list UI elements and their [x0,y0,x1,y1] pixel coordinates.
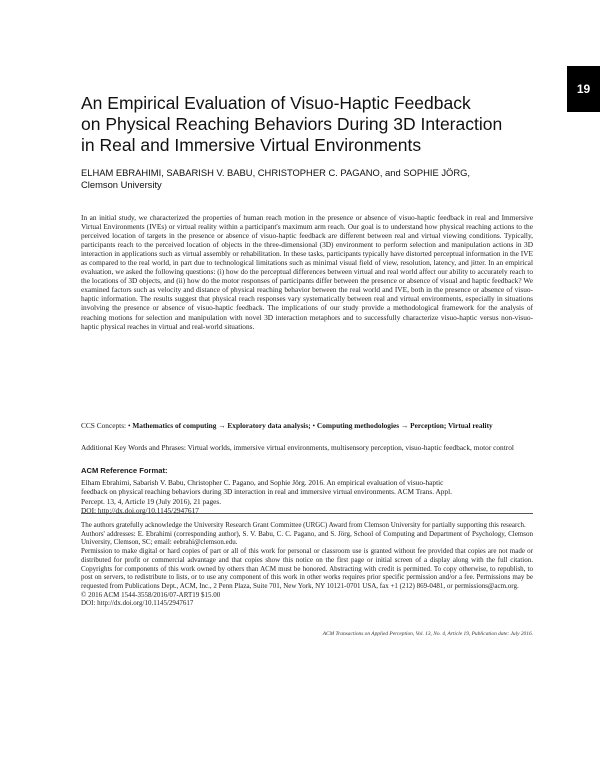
ccs-concept-math: Mathematics of computing → Exploratory data analysis; [132,421,311,430]
reference-heading: ACM Reference Format: [81,466,168,475]
ccs-bullet: • [312,421,316,430]
abstract: In an initial study, we characterized the properties of human reach motion in the presence or absence of visuo-haptic feedback in real and Immersive Virtual Environments (IVEs) or virtual reality within a participant's maximum arm reach. Our goal is to understand how physical reaching actions to the perceived location of targets in the presence or absence of visuo-haptic feedback are different between real and virtual viewing conditions. Typically, participants reach to the perceived location of objects in the three-dimensional (3D) environment to perform selection and manipulation actions in 3D interaction in applications such as virtual assembly or rehabilitation. In these tasks, participants typically have distorted perceptual information in the IVE as compared to the real world, in part due to technological limitations such as minimal visual field of view, resolution, latency, and jitter. In an empirical evaluation, we asked the following questions: (i) how do the perceptual differences between virtual and real world affect our ability to accurately reach to the locations of 3D objects, and (ii) how do the motor responses of participants differ between the presence or absence of visual and haptic feedback? We examined factors such as velocity and distance of physical reaching behavior between the real world and IVE, both in the presence or absence of visuo-haptic information. The results suggest that physical reach responses vary systematically between real and virtual environments, especially in situations involving the presence or absence of visuo-haptic feedback. The implications of our study provide a methodological framework for the analysis of reaching motions for selection and manipulation with novel 3D interaction metaphors and to successfully characterize visuo-haptic versus non-visuo-haptic physical reaches in virtual and real-world situations. [81,213,533,331]
acknowledgment-note: The authors gratefully acknowledge the University Research Grant Committee (URGC) Award from Clemson University for partially supporting this research. [81,521,526,529]
author-names: ELHAM EBRAHIMI, SABARISH V. BABU, CHRISTOPHER C. PAGANO, and SOPHIE JÖRG, [81,167,470,178]
paper-title [81,93,531,156]
page-number-tab [567,66,600,112]
reference-body [81,478,533,516]
reference-line: Percept. 13, 4, Article 19 (July 2016), 21 pages. [81,496,222,506]
footnote-divider [81,513,533,514]
page-number: 19 [576,82,591,96]
author-block [81,167,531,191]
running-footer: ACM Transactions on Applied Perception, Vol. 13, No. 4, Article 19, Publication date: July 2016. [322,631,533,637]
title-line: on Physical Reaching Behaviors During 3D Interaction [81,114,503,134]
ccs-label: CCS Concepts: [81,421,127,430]
ccs-concepts [81,421,533,430]
reference-line: feedback on physical reaching behaviors during 3D interaction in real and immersive virtual environments. ACM Trans. Appl. [81,487,452,497]
reference-doi-link[interactable]: DOI: http://dx.doi.org/10.1145/2947617 [81,506,199,516]
copyright-line: © 2016 ACM 1544-3558/2016/07-ART19 $15.00 [81,590,221,599]
keywords: Additional Key Words and Phrases: Virtual worlds, immersive virtual environments, multisensory perception, visuo-haptic feedback, motor control [81,443,514,452]
ccs-concept-computing: Computing methodologies → Perception; Virtual reality [316,421,493,430]
ccs-bullet: • [127,421,131,430]
title-line: in Real and Immersive Virtual Environments [81,135,422,155]
title-line: An Empirical Evaluation of Visuo-Haptic Feedback [81,93,471,113]
author-addresses-note: Authors' addresses: E. Ebrahimi (corresponding author), S. V. Babu, C. C. Pagano, and S. Jörg, School of Computing and Department of Psychology, Clemson University, Clemson, SC; email: eebrahi@clemson.edu. [81,529,533,547]
permission-note: Permission to make digital or hard copies of part or all of this work for personal or classroom use is granted without fee provided that copies are not made or distributed for profit or commercial advantage and that copies show this notice on the first page or initial screen of a display along with the full citation. Copyrights for components of this work owned by others than ACM must be honored. Abstracting with credit is permitted. To copy otherwise, to republish, to post on servers, to redistribute to lists, or to use any component of this work in other works requires prior specific permission and/or a fee. Permissions may be requested from Publications Dept., ACM, Inc., 2 Penn Plaza, Suite 701, New York, NY 10121-0701 USA, fax +1 (212) 869-0481, or permissions@acm.org. [81,547,533,590]
footnote-doi-link[interactable]: DOI: http://dx.doi.org/10.1145/2947617 [81,599,194,608]
footnotes [81,521,533,608]
reference-line: Elham Ebrahimi, Sabarish V. Babu, Christopher C. Pagano, and Sophie Jörg. 2016. An empirical evaluation of visuo-haptic [81,478,444,487]
author-affiliation: Clemson University [81,179,162,190]
